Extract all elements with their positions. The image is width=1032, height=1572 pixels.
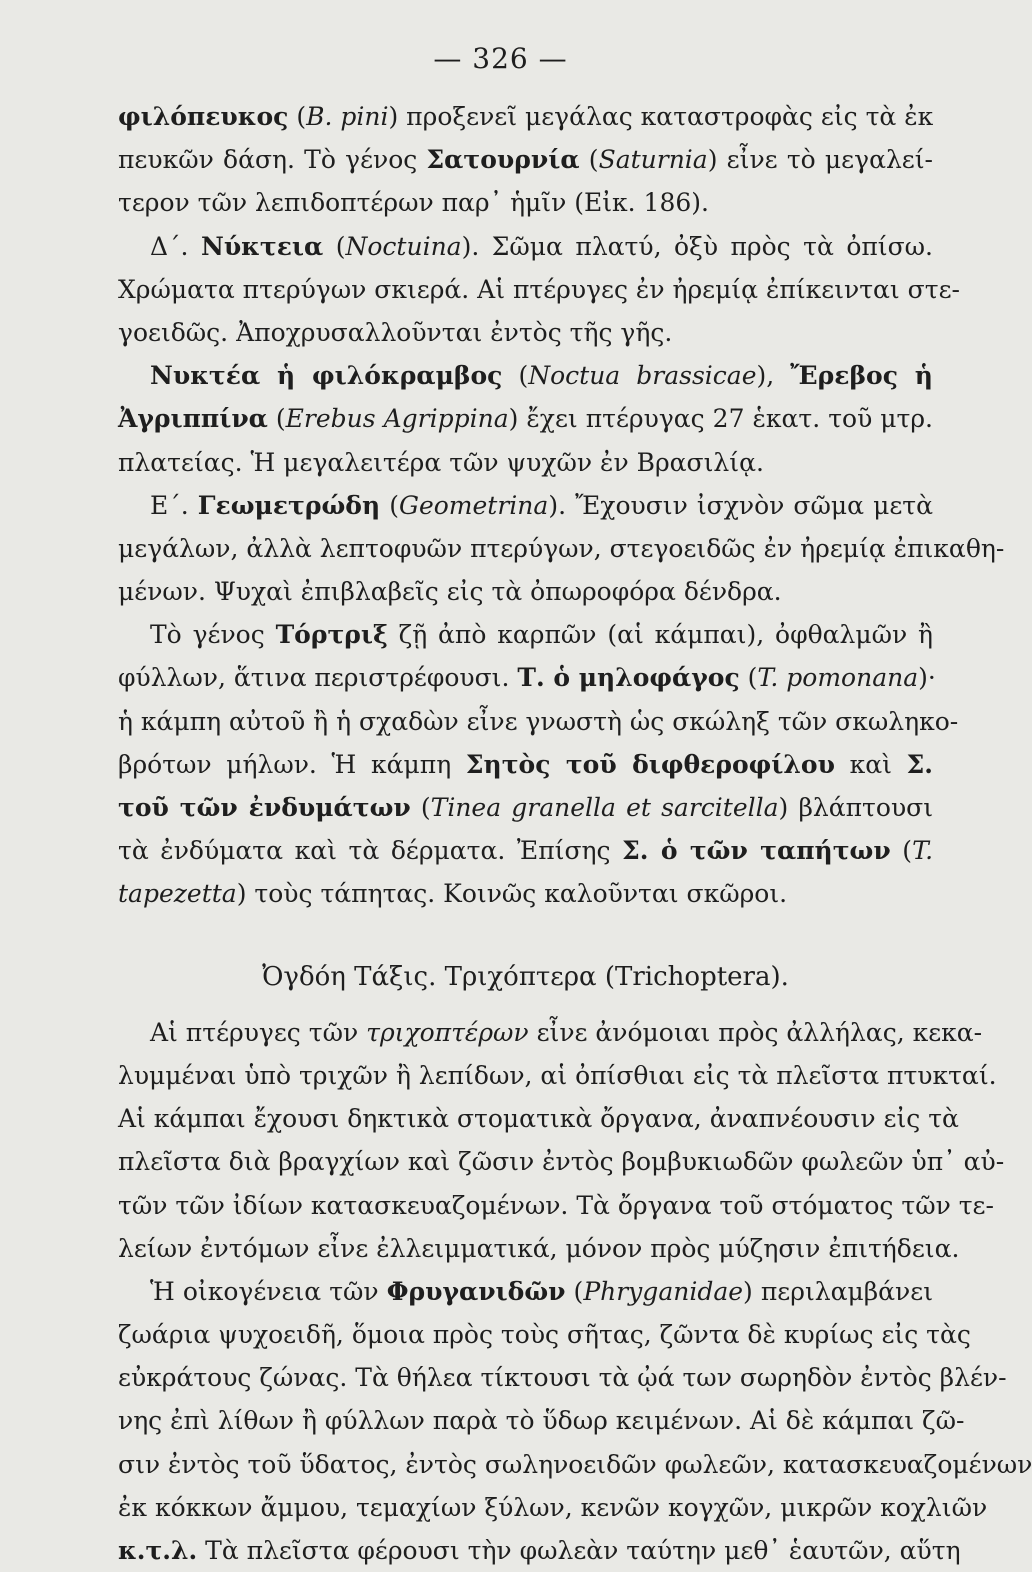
section-heading: Ὀγδόη Τάξις. Τριχόπτερα (Trichoptera). (262, 961, 789, 992)
text-run: λυμμέναι ὑπὸ τριχῶν ἢ λεπίδων, αἱ ὀπίσθιαι εἰς τὰ πλεῖστα πτυκταί. (118, 1060, 997, 1090)
text-run: ( (288, 102, 307, 131)
text-line (118, 441, 933, 484)
italic-term: τριχοπτέρων (366, 1017, 529, 1047)
bold-term: Σ. ὁ τῶν ταπήτων (622, 836, 891, 866)
italic-term: Noctua brassicae (528, 361, 757, 391)
text-run: ). Ἔχουσιν ἰσχνὸν σῶμα μετὰ (548, 490, 933, 520)
bold-term: Τ. ὁ μηλοφάγος (517, 663, 740, 693)
text-line (118, 700, 959, 743)
text-run: Ἡ οἰκογένεια τῶν (150, 1276, 387, 1306)
text-run: ( (565, 1276, 584, 1306)
text-run: Τὰ πλεῖστα φέρουσι τὴν φωλεὰν ταύτην μεθ᾽ ἑαυτῶν, αὕτη (197, 1536, 961, 1565)
italic-term: Noctuina (345, 231, 462, 261)
text-run: ἐκ κόκκων ἄμμου, τεμαχίων ξύλων, κενῶν κογχῶν, μικρῶν κοχλιῶν (118, 1492, 988, 1522)
text-run: μένων. Ψυχαὶ ἐπιβλαβεῖς εἰς τὰ ὀπωροφόρα δένδρα. (118, 577, 782, 607)
text-line (118, 656, 936, 699)
text-run: ( (380, 490, 399, 520)
italic-term: T. (912, 836, 934, 866)
text-line (118, 743, 933, 786)
text-line (118, 786, 933, 829)
text-run: ), (756, 361, 791, 391)
text-line (118, 138, 933, 181)
italic-term: tapezetta (118, 879, 237, 909)
text-run: φύλλων, ἅτινα περιστρέφουσι. (118, 663, 518, 693)
text-line (118, 484, 933, 527)
text-run: γοειδῶς. Ἀποχρυσαλλοῦνται ἐντὸς τῆς γῆς. (118, 317, 673, 347)
text-run: τῶν τῶν ἰδίων κατασκευαζομένων. Τὰ ὄργανα τοῦ στόματος τῶν τε- (118, 1190, 994, 1220)
italic-term: T. pomonana (757, 663, 919, 693)
bold-term: τοῦ τῶν ἐνδυμάτων (118, 793, 411, 822)
text-run: ). Σῶμα πλατύ, ὀξὺ πρὸς τὰ ὀπίσω. (461, 231, 933, 261)
text-line (118, 1097, 959, 1140)
italic-term: Tinea granella et sarcitella (430, 793, 779, 822)
bold-term: Σ. (906, 749, 933, 779)
text-line (118, 1054, 997, 1097)
text-run: τερον τῶν λεπιδοπτέρων παρ᾽ ἡμῖν (Εἰκ. 186). (118, 188, 709, 218)
text-line (118, 1313, 971, 1356)
text-run: ( (502, 361, 529, 391)
text-run: ) περιλαμβάνει (743, 1276, 934, 1306)
page-number: — 326 — (433, 42, 568, 75)
text-run: εὐκράτους ζώνας. Τὰ θήλεα τίκτουσι τὰ ᾠά των σωρηδὸν ἐντὸς βλέν- (118, 1363, 1007, 1393)
text-run: ) προξενεῖ μεγάλας καταστροφὰς εἰς τὰ ἐκ (388, 102, 934, 131)
text-line (118, 354, 933, 397)
text-run: πλεῖστα διὰ βραγχίων καὶ ζῶσιν ἐντὸς βομβυκιωδῶν φωλεῶν ὑπ᾽ αὐ- (118, 1147, 1005, 1177)
text-run: πλατείας. Ἡ μεγαλειτέρα τῶν ψυχῶν ἐν Βρασιλίᾳ. (118, 447, 764, 477)
text-run: )· (918, 663, 936, 693)
bold-term: Τόρτριξ (275, 620, 388, 650)
text-line (118, 1486, 988, 1529)
text-run: ἡ κάμπη αὐτοῦ ἢ ἡ σχαδὼν εἶνε γνωστὴ ὡς σκώληξ τῶν σκωληκο- (118, 706, 959, 736)
text-line (118, 1140, 1005, 1183)
text-run: βρότων μήλων. Ἡ κάμπη (118, 749, 466, 779)
text-line (118, 1011, 983, 1054)
text-run: ( (890, 836, 913, 866)
text-run: σιν ἐντὸς τοῦ ὕδατος, ἐντὸς σωληνοειδῶν φωλεῶν, κατασκευαζομένων (118, 1449, 1032, 1479)
text-run: νης ἐπὶ λίθων ἢ φύλλων παρὰ τὸ ὕδωρ κειμένων. Αἱ δὲ κάμπαι ζῶ- (118, 1406, 965, 1436)
page-body (118, 95, 1032, 1572)
text-run: τὰ ἐνδύματα καὶ τὰ δέρματα. Ἐπίσης (118, 836, 623, 866)
text-run: πευκῶν δάση. Τὸ γένος (118, 145, 427, 175)
italic-term: Geometrina (398, 490, 549, 520)
section-lepidoptera-text (118, 95, 1005, 916)
text-run: Τὸ γένος (150, 620, 276, 650)
text-line (118, 268, 960, 311)
italic-term: B. pini (306, 102, 389, 131)
text-line (118, 872, 933, 915)
text-line (118, 311, 933, 354)
bold-term: φιλόπευκος (118, 102, 289, 131)
text-run: ( (410, 793, 431, 822)
text-line (118, 829, 933, 872)
text-run: ( (579, 145, 599, 175)
bold-term: Νύκτεια (200, 231, 324, 261)
italic-term: Erebus Agrippina (285, 404, 509, 434)
bold-term: Γεωμετρώδη (197, 490, 381, 520)
text-run: καὶ (834, 749, 907, 779)
text-line (118, 1270, 933, 1313)
text-line (118, 1227, 960, 1270)
text-line (118, 527, 1005, 570)
text-run: Αἱ κάμπαι ἔχουσι δηκτικὰ στοματικὰ ὄργανα, ἀναπνέουσιν εἰς τὰ (118, 1104, 959, 1134)
bold-term: Σατουρνία (426, 145, 580, 175)
text-run: ) εἶνε τὸ μεγαλεί- (707, 145, 933, 175)
text-run: εἶνε ἀνόμοιαι πρὸς ἀλλήλας, κεκα- (528, 1017, 983, 1047)
bold-term: Νυκτέα ἡ φιλόκραμβος (150, 361, 503, 391)
section-trichoptera-text (118, 1011, 1032, 1572)
text-run: ( (323, 231, 346, 261)
text-line (118, 1443, 1032, 1486)
bold-term: κ.τ.λ. (118, 1536, 198, 1565)
text-line (118, 1529, 961, 1572)
text-line (118, 397, 933, 440)
text-run: Αἱ πτέρυγες τῶν (150, 1017, 367, 1047)
text-run: Δ΄. (150, 231, 201, 261)
text-run: λείων ἐντόμων εἶνε ἐλλειμματικά, μόνον πρὸς μύζησιν ἐπιτήδεια. (118, 1233, 960, 1263)
text-line (118, 570, 933, 613)
text-run: Ε΄. (150, 490, 198, 520)
text-line (118, 225, 933, 268)
text-line (118, 181, 933, 224)
italic-term: Phryganidae (583, 1276, 744, 1306)
italic-term: Saturnia (598, 145, 708, 175)
text-run: ) τοὺς τάπητας. Κοινῶς καλοῦνται σκῶροι. (236, 879, 788, 909)
text-run: μεγάλων, ἀλλὰ λεπτοφυῶν πτερύγων, στεγοειδῶς ἐν ἠρεμίᾳ ἐπικαθη- (118, 533, 1005, 563)
text-run: ( (739, 663, 758, 693)
bold-term: Φρυγανιδῶν (386, 1276, 566, 1306)
text-run: ζῇ ἀπὸ καρπῶν (αἱ κάμπαι), ὀφθαλμῶν ἢ (387, 620, 934, 650)
text-line (118, 1399, 965, 1442)
text-run: ( (267, 404, 286, 434)
text-line (118, 95, 933, 138)
text-line (118, 1184, 994, 1227)
text-run: ) ἔχει πτέρυγας 27 ἑκατ. τοῦ μτρ. (508, 404, 933, 434)
text-run: Χρώματα πτερύγων σκιερά. Αἱ πτέρυγες ἐν ἠρεμίᾳ ἐπίκεινται στε- (118, 274, 960, 304)
bold-term: Ἀγριππίνα (118, 404, 268, 434)
text-run: ) βλάπτουσι (778, 793, 934, 822)
text-run: ζωάρια ψυχοειδῆ, ὅμοια πρὸς τοὺς σῆτας, ζῶντα δὲ κυρίως εἰς τὰς (118, 1320, 971, 1350)
text-line (118, 1356, 1007, 1399)
bold-term: Σητὸς τοῦ διφθεροφίλου (465, 749, 835, 779)
bold-term: Ἔρεβος ἡ (790, 361, 933, 391)
text-line (118, 613, 933, 656)
